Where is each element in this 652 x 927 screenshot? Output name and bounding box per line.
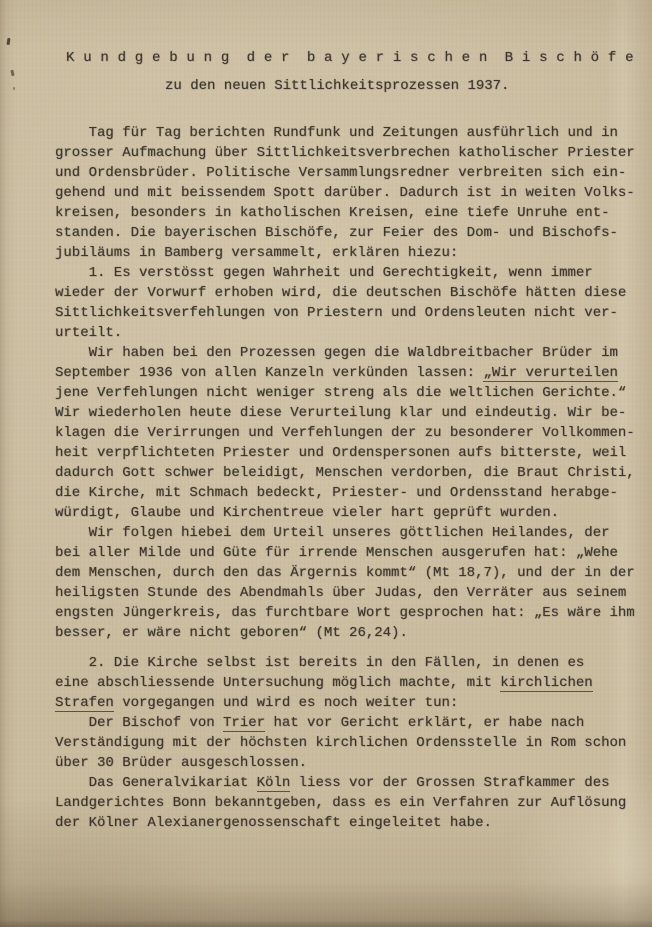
document-subtitle: zu den neuen Sittlichkeitsprozessen 1937. xyxy=(165,78,510,94)
paper-left-edge-shadow xyxy=(0,0,6,927)
paragraph xyxy=(55,773,652,833)
text-line: Wir wiederholen heute diese Verurteilung klar und eindeutig. Wir be- xyxy=(55,405,627,421)
text-line: Wir folgen hiebei dem Urteil unseres göttlichen Heilandes, der xyxy=(55,525,610,541)
text-line: urteilt. xyxy=(55,325,123,341)
text-line: über 30 Brüder ausgeschlossen. xyxy=(55,755,308,771)
paragraph xyxy=(55,523,652,643)
text-line: besser, er wäre nicht geboren“ (Mt 26,24). xyxy=(55,625,408,641)
text-line: kreisen, besonders in katholischen Kreisen, eine tiefe Unruhe ent- xyxy=(55,205,610,221)
document-title: K u n d g e b u n g d e r b a y e r i s c h e n B i s c h ö f e xyxy=(66,50,634,66)
text-line: die Kirche, mit Schmach bedeckt, Priester- und Ordensstand herabge- xyxy=(55,485,618,501)
text-line: eine abschliessende Untersuchung möglich machte, mit kirchlichen xyxy=(55,675,593,691)
underlined-text: Köln xyxy=(256,775,291,791)
text-line: 1. Es verstösst gegen Wahrheit und Gerechtigkeit, wenn immer xyxy=(55,265,593,281)
paragraph xyxy=(55,263,652,343)
text-line: heit verpflichteten Priester und Ordenspersonen aufs bitterste, weil xyxy=(55,445,627,461)
text-line: standen. Die bayerischen Bischöfe, zur Feier des Dom- und Bischofs- xyxy=(55,225,618,241)
text-line: und Ordensbrüder. Politische Versammlungsredner verbreiten sich ein- xyxy=(55,165,627,181)
text-line: Wir haben bei den Prozessen gegen die Waldbreitbacher Brüder im xyxy=(55,345,618,361)
text-line: 2. Die Kirche selbst ist bereits in den Fällen, in denen es xyxy=(55,655,585,671)
paragraph xyxy=(55,653,652,713)
text-line: September 1936 von allen Kanzeln verkünden lassen: „Wir verurteilen xyxy=(55,365,618,381)
text-line: wieder der Vorwurf erhoben wird, die deutschen Bischöfe hätten diese xyxy=(55,285,627,301)
pencil-mark xyxy=(7,38,11,45)
text-line: grosser Aufmachung über Sittlichkeitsverbrechen katholischer Priester xyxy=(55,145,635,161)
text-line: der Kölner Alexianergenossenschaft eingeleitet habe. xyxy=(55,815,492,831)
text-line: Das Generalvikariat Köln liess vor der Grossen Strafkammer des xyxy=(55,775,610,791)
paragraph xyxy=(55,123,652,263)
underlined-text: Trier xyxy=(223,715,266,731)
text-line: dem Menschen, durch den das Ärgernis kommt“ (Mt 18,7), und der in der xyxy=(55,565,635,581)
text-line: engsten Jüngerkreis, das furchtbare Wort gesprochen hat: „Es wäre ihm xyxy=(55,605,635,621)
text-line: bei aller Milde und Güte für irrende Menschen ausgerufen hat: „Wehe xyxy=(55,545,618,561)
text-line: Der Bischof von Trier hat vor Gericht erklärt, er habe nach xyxy=(55,715,585,731)
text-line: Tag für Tag berichten Rundfunk und Zeitungen ausführlich und in xyxy=(55,125,618,141)
text-line: würdigt, Glaube und Kirchentreue vieler hart geprüft wurden. xyxy=(55,505,560,521)
document-body xyxy=(55,123,652,833)
underlined-text: „Wir verurteilen xyxy=(483,365,618,381)
underlined-text: kirchlichen xyxy=(500,675,593,691)
text-line: Landgerichtes Bonn bekanntgeben, dass es ein Verfahren zur Auflösung xyxy=(55,795,627,811)
underlined-text: Strafen xyxy=(55,695,114,711)
pencil-mark xyxy=(13,87,15,90)
paragraph xyxy=(55,343,652,523)
paragraph xyxy=(55,713,652,773)
text-line: Sittlichkeitsverfehlungen von Priestern und Ordensleuten nicht ver- xyxy=(55,305,618,321)
text-line: klagen die Verirrungen und Verfehlungen der zu besonderer Vollkommen- xyxy=(55,425,635,441)
text-line: gehend und mit beissendem Spott darüber. Dadurch ist in weiten Volks- xyxy=(55,185,635,201)
text-line: Strafen vorgegangen und wird es noch weiter tun: xyxy=(55,695,459,711)
text-line: Verständigung mit der höchsten kirchlichen Ordensstelle in Rom schon xyxy=(55,735,627,751)
text-line: heiligsten Stunde des Abendmahls über Judas, den Verräter aus seinem xyxy=(55,585,627,601)
text-line: jubiläums in Bamberg versammelt, erklären hiezu: xyxy=(55,245,459,261)
pencil-mark xyxy=(10,70,14,76)
text-line: jene Verfehlungen nicht weniger streng als die weltlichen Gerichte.“ xyxy=(55,385,627,401)
text-line: dadurch Gott schwer beleidigt, Menschen verdorben, die Braut Christi, xyxy=(55,465,635,481)
